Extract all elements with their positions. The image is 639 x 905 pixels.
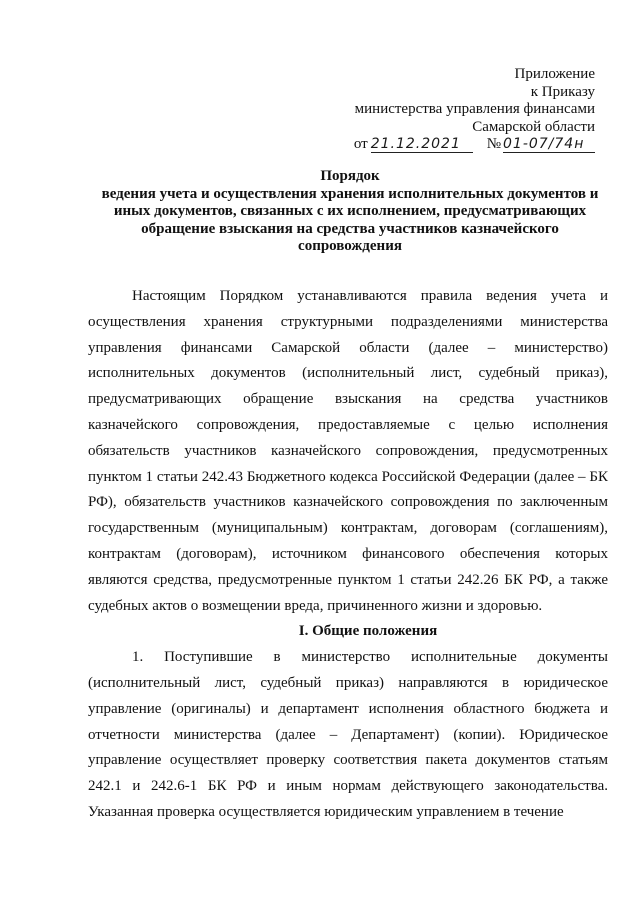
title-line: Порядок	[320, 168, 380, 184]
handwritten-number: 01-07/74н	[503, 137, 595, 153]
title-line: сопровождения	[298, 238, 402, 254]
document-body	[88, 284, 608, 826]
handwritten-date: 21.12.2021	[371, 137, 473, 153]
intro-paragraph: Настоящим Порядком устанавливаются правила ведения учета и осуществления хранения структурными подразделениями министерства управления финансами Самарской области (далее – министерство) исполнительных документов (исполнительный лист, судебный приказ), предусматривающих обращение взыскания на средства участников казначейского сопровождения, предоставляемые с целью исполнения обязательств участников казначейского сопровождения, предусмотренных пунктом 1 статьи 242.43 Бюджетного кодекса Российской Федерации (далее – БК РФ), обязательств участников казначейского сопровождения по заключенным государственным (муниципальным) контрактам, договорам (соглашениям), контрактам (договорам), источником финансового обеспечения которых являются средства, предусмотренные пунктом 1 статьи 242.26 БК РФ, а также судебных актов о возмещении вреда, причиненного жизни и здоровью.	[88, 288, 608, 614]
title-line: ведения учета и осуществления хранения исполнительных документов и	[101, 185, 599, 202]
appendix-header	[295, 66, 595, 154]
number-prefix: №	[486, 136, 501, 152]
title-line: обращение взыскания на средства участников казначейского	[141, 220, 559, 237]
region-name: Самарской области	[472, 118, 595, 135]
order-reference: к Приказу	[530, 83, 595, 100]
paragraph-1: 1. Поступившие в министерство исполнительные документы (исполнительный лист, судебный приказ) направляются в юридическое управление (оригиналы) и департамент исполнения областного бюджета и отчетности министерства (далее – Департамент) (копии). Юридическое управление осуществляет проверку соответствия пакета документов статьям 242.1 и 242.6-1 БК РФ и иным нормам действующего законодательства. Указанная проверка осуществляется юридическим управлением в течение	[88, 649, 608, 820]
title-line: иных документов, связанных с их исполнением, предусматривающих	[113, 203, 587, 219]
appendix-label: Приложение	[514, 66, 595, 82]
document-title	[90, 168, 610, 256]
ministry-name: министерства управления финансами	[354, 101, 595, 117]
order-date-number	[295, 136, 595, 154]
date-prefix: от	[353, 136, 368, 152]
section-heading: I. Общие положения	[298, 623, 438, 640]
